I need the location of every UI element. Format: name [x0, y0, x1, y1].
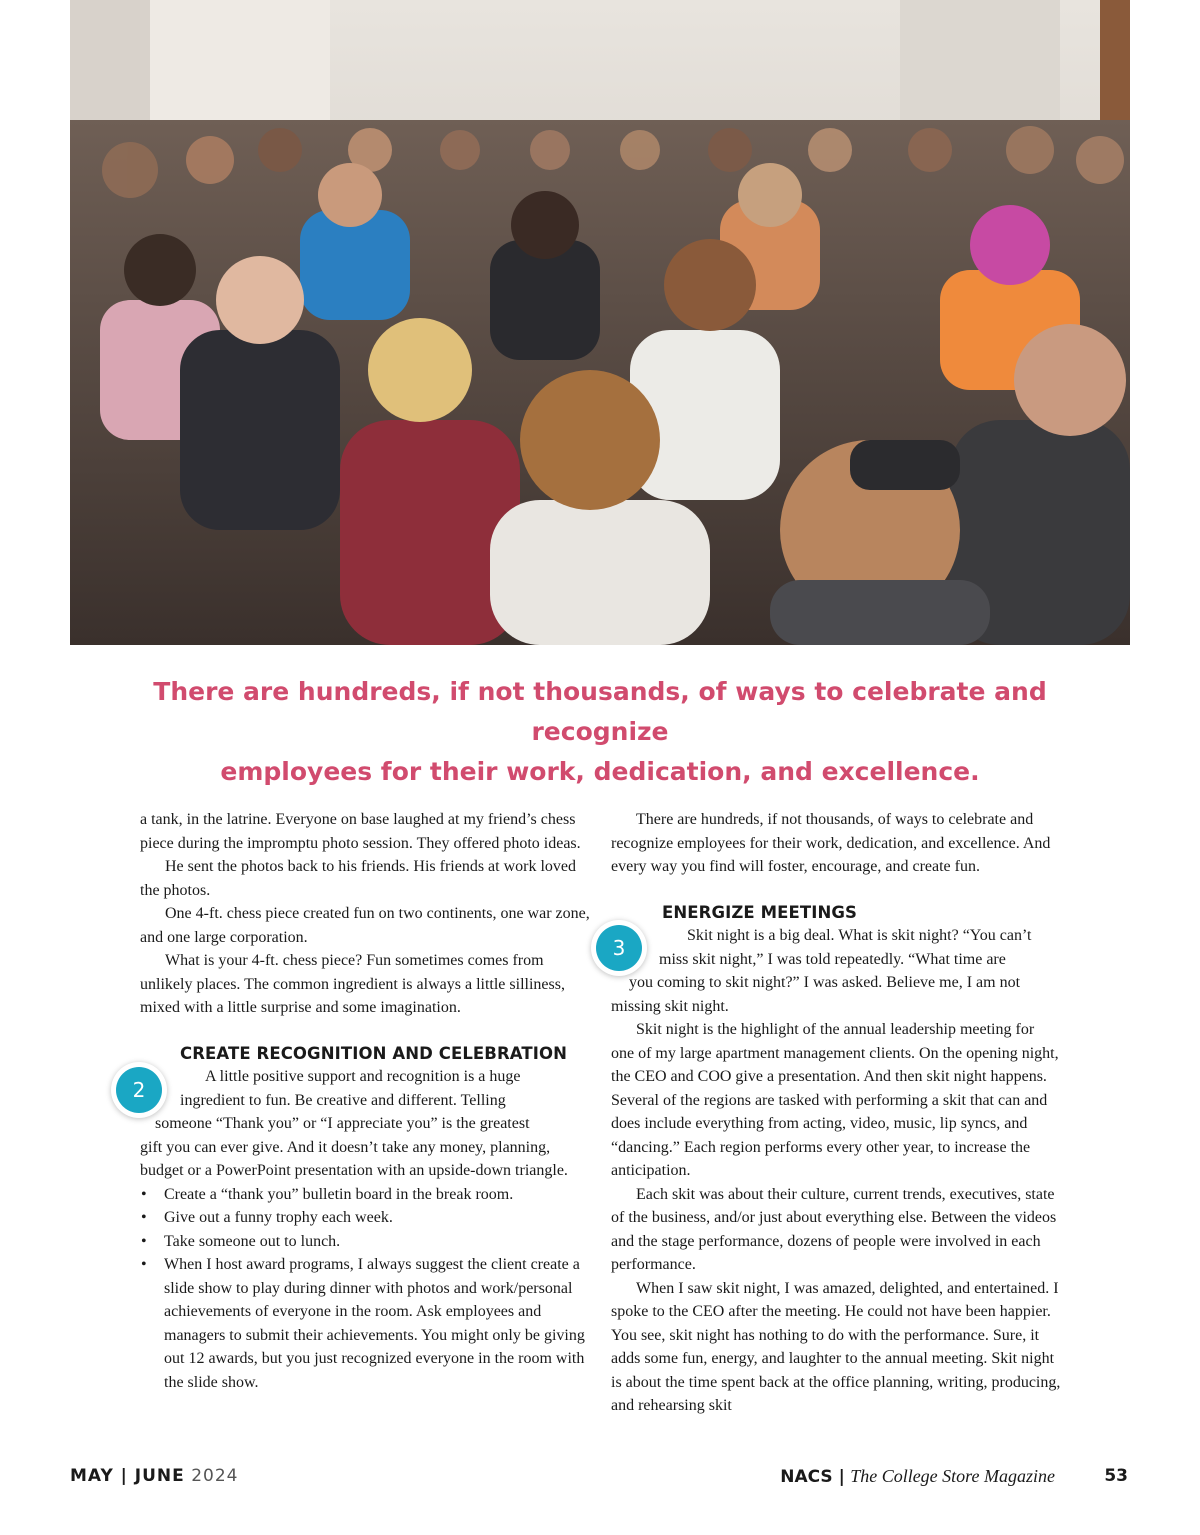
list-item: • Give out a funny trophy each week. — [164, 1206, 590, 1230]
left-column — [140, 808, 590, 1394]
list-item: • Create a “thank you” bulletin board in the break room. — [164, 1183, 590, 1207]
paragraph: When I saw skit night, I was amazed, delighted, and entertained. I spoke to the CEO after the meeting. He could not have been happier. You see, skit night has nothing to do with the performance. Sure, it adds some fun, energy, and laughter to the annual meeting. Skit night is about the time spent back at the office planning, writing, producing, and rehearsing skit — [611, 1279, 1061, 1414]
audience-photo — [70, 0, 1130, 645]
section-line: A little positive support and recognition is a huge — [205, 1068, 521, 1085]
pull-quote — [100, 672, 1100, 792]
section-number-badge-3: 3 — [596, 925, 642, 971]
paragraph: He sent the photos back to his friends. His friends at work loved the photos. — [140, 858, 577, 899]
pull-quote-line-2: employees for their work, dedication, and excellence. — [220, 757, 980, 786]
audience-photo-icon — [70, 0, 1130, 645]
page-number: 53 — [1104, 1466, 1128, 1486]
magazine-title: The College Store Magazine — [850, 1466, 1055, 1486]
page-footer — [70, 1466, 1130, 1492]
right-column — [611, 808, 1061, 1418]
magazine-name — [780, 1466, 1055, 1487]
list-item: • When I host award programs, I always suggest the client create a slide show to play during dinner with photos and work/personal achievements of everyone in the room. Ask employees and managers to submit their achievements. You might only be giving out 12 awards, but you just recognized everyone in the room with the slide show. — [164, 1253, 590, 1394]
paragraph: One 4-ft. chess piece created fun on two continents, one war zone, and one large corporation. — [140, 905, 590, 946]
paragraph: What is your 4-ft. chess piece? Fun sometimes comes from unlikely places. The common ingredient is always a little silliness, mixed with a little surprise and some imagination. — [140, 952, 565, 1016]
issue-date — [70, 1466, 238, 1486]
paragraph: Each skit was about their culture, current trends, executives, state of the business, and/or just about everything else. Between the videos and the stage performance, dozens of people were involved in each performance. — [611, 1185, 1057, 1273]
section-heading-3: ENERGIZE MEETINGS — [662, 902, 858, 922]
section-line: you coming to skit night?” I was asked. Believe me, I am not — [629, 974, 1021, 991]
paragraph: a tank, in the latrine. Everyone on base laughed at my friend’s chess piece during the impromptu photo session. They offered photo ideas. — [140, 811, 581, 852]
section-number-badge-2: 2 — [116, 1067, 162, 1113]
section-line: someone “Thank you” or “I appreciate you” is the greatest — [155, 1115, 530, 1132]
paragraph: missing skit night. — [611, 997, 729, 1015]
section-line: ingredient to fun. Be creative and different. Telling — [180, 1091, 506, 1109]
bullet-list — [140, 1183, 590, 1395]
publisher-name: NACS | — [780, 1467, 845, 1487]
list-item: • Take someone out to lunch. — [164, 1230, 590, 1254]
paragraph: Skit night is the highlight of the annual leadership meeting for one of my large apartment management clients. On the opening night, the CEO and COO give a presentation. And then skit night happens. Several of the regions are tasked with performing a skit that can and does include everything from acting, video, music, lip syncs, and “dancing.” Each region performs every other year, to increase the anticipation. — [611, 1021, 1059, 1179]
section-heading-2: CREATE RECOGNITION AND CELEBRATION — [180, 1043, 568, 1063]
issue-year: 2024 — [191, 1466, 239, 1486]
pull-quote-line-1: There are hundreds, if not thousands, of ways to celebrate and recognize — [153, 677, 1047, 746]
paragraph: There are hundreds, if not thousands, of ways to celebrate and recognize employees for their work, dedication, and excellence. And every way you find will foster, encourage, and create fun. — [611, 811, 1051, 875]
section-line: miss skit night,” I was told repeatedly. “What time are — [659, 950, 1006, 968]
issue-month: MAY | JUNE — [70, 1466, 185, 1486]
section-line: Skit night is a big deal. What is skit night? “You can’t — [687, 927, 1032, 944]
paragraph: gift you can ever give. And it doesn’t take any money, planning, budget or a PowerPoint presentation with an upside-down triangle. — [140, 1138, 568, 1179]
